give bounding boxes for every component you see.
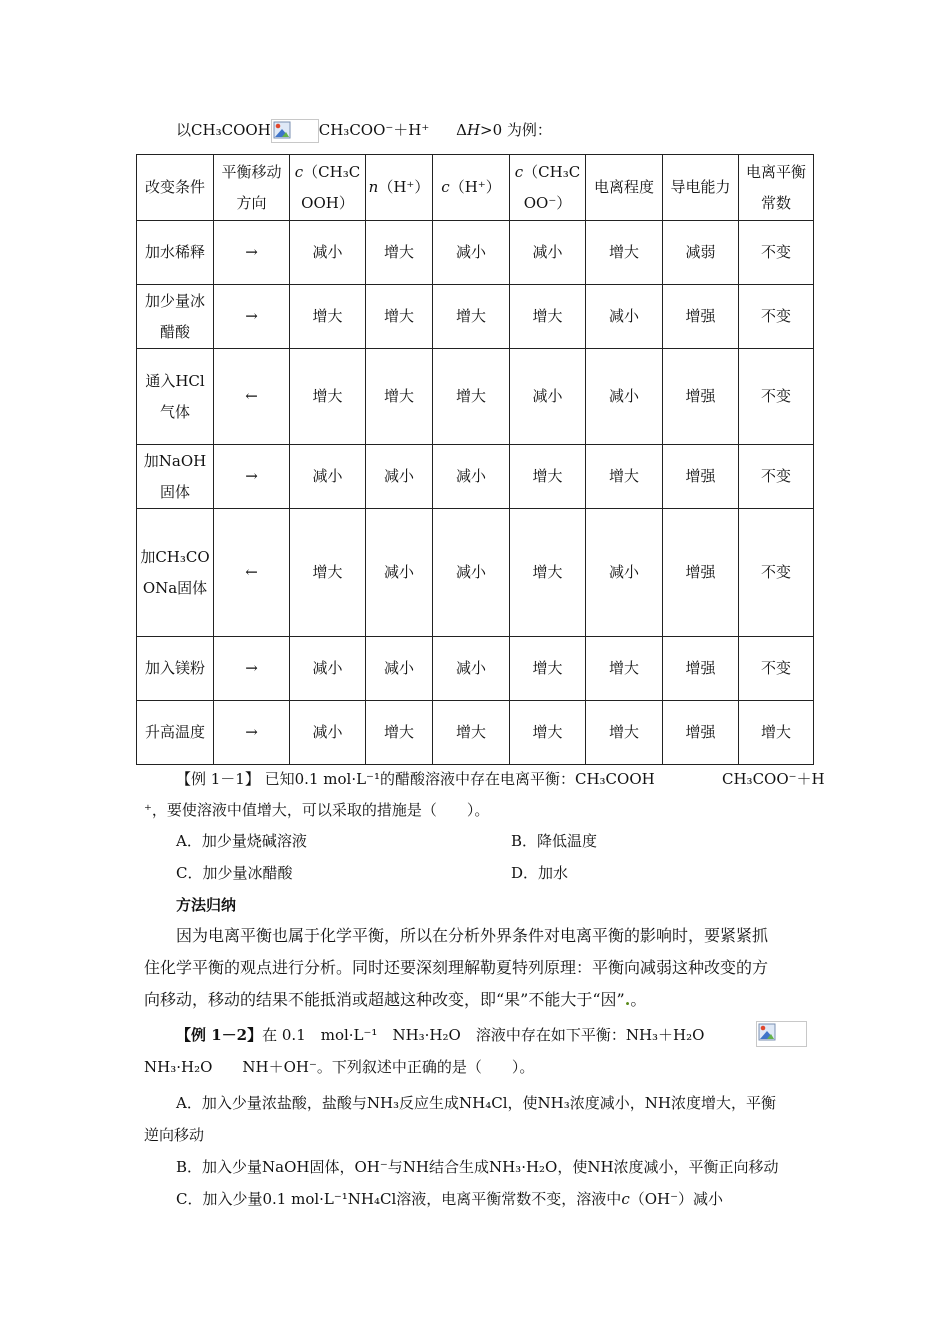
table-cell: 减小 bbox=[290, 445, 366, 509]
table-cell: 减小 bbox=[290, 701, 366, 765]
example1-label: 【例 1－1】 bbox=[176, 770, 260, 788]
table-row bbox=[137, 637, 814, 701]
table-row bbox=[137, 445, 814, 509]
example2-line1 bbox=[176, 1024, 704, 1046]
example2-option-a-line2: 逆向移动 bbox=[144, 1126, 205, 1144]
example2-line2: NH₃·H₂O NH＋OH⁻。下列叙述中正确的是（ ）。 bbox=[144, 1058, 535, 1076]
example1-option-a: A．加少量烧碱溶液 bbox=[176, 832, 307, 850]
header-cell: 改变条件 bbox=[137, 155, 214, 221]
intro-delta: Δ bbox=[456, 121, 467, 139]
table-cell: 加少量冰醋酸 bbox=[137, 285, 214, 349]
table-cell: 增强 bbox=[663, 445, 739, 509]
intro-ch3cooh: CH₃COOH bbox=[191, 121, 271, 139]
method-title: 方法归纳 bbox=[176, 896, 237, 914]
method-line2: 住化学平衡的观点进行分析。同时还要深刻理解勒夏特列原理：平衡向减弱这种改变的方 bbox=[144, 958, 769, 977]
header-cell: c（CH₃COOH） bbox=[290, 155, 366, 221]
table-cell: 增强 bbox=[663, 509, 739, 637]
intro-enthalpy-rest: >0 为例： bbox=[480, 121, 552, 139]
intro-line bbox=[176, 119, 552, 143]
table-cell: 不变 bbox=[739, 637, 814, 701]
intro-prefix: 以 bbox=[176, 121, 192, 139]
table-cell: 增大 bbox=[586, 637, 663, 701]
example1-text: 已知0.1 mol·L⁻¹的醋酸溶液中存在电离平衡：CH₃COOH bbox=[264, 770, 655, 788]
method-line3 bbox=[144, 989, 646, 1011]
table-cell: 减小 bbox=[586, 349, 663, 445]
table-cell: 增大 bbox=[290, 349, 366, 445]
example1-option-c: C．加少量冰醋酸 bbox=[176, 864, 293, 882]
header-cell: c（CH₃COO⁻） bbox=[510, 155, 586, 221]
example2-option-c-text: C．加入少量0.1 mol·L⁻¹NH₄Cl溶液，电离平衡常数不变，溶液中 bbox=[176, 1190, 622, 1208]
table-cell: 增大 bbox=[586, 221, 663, 285]
table-cell: 减小 bbox=[586, 509, 663, 637]
table-cell: → bbox=[214, 221, 290, 285]
table-row bbox=[137, 285, 814, 349]
table-cell: 减小 bbox=[433, 445, 510, 509]
intro-products: CH₃COO⁻＋H⁺ bbox=[318, 121, 430, 139]
header-cell: n（H⁺） bbox=[366, 155, 433, 221]
table-cell: → bbox=[214, 701, 290, 765]
table-cell: 减弱 bbox=[663, 221, 739, 285]
table-row bbox=[137, 509, 814, 637]
table-cell: 减小 bbox=[290, 637, 366, 701]
table-cell: 加入镁粉 bbox=[137, 637, 214, 701]
table-cell: 增大 bbox=[739, 701, 814, 765]
example1-option-d: D．加水 bbox=[511, 864, 569, 882]
example2-text: 在 0.1 mol·L⁻¹ NH₃·H₂O 溶液中存在如下平衡：NH₃＋H₂O bbox=[262, 1026, 705, 1044]
table-row bbox=[137, 221, 814, 285]
table-row bbox=[137, 349, 814, 445]
ionization-equilibrium-table bbox=[136, 154, 814, 765]
table-cell: 减小 bbox=[433, 509, 510, 637]
table-cell: 不变 bbox=[739, 509, 814, 637]
example2-option-c bbox=[176, 1188, 723, 1210]
table-cell: 减小 bbox=[366, 637, 433, 701]
example1-line2: ⁺，要使溶液中值增大，可以采取的措施是（ ）。 bbox=[144, 801, 490, 819]
table-cell: 增大 bbox=[366, 221, 433, 285]
table-cell: 加水稀释 bbox=[137, 221, 214, 285]
table-cell: 加NaOH固体 bbox=[137, 445, 214, 509]
table-cell: 增大 bbox=[586, 701, 663, 765]
table-cell: 增大 bbox=[366, 285, 433, 349]
table-cell: 增大 bbox=[510, 701, 586, 765]
example1-line1-right: CH₃COO⁻＋H bbox=[722, 770, 825, 788]
table-cell: 增强 bbox=[663, 637, 739, 701]
table-cell: ← bbox=[214, 509, 290, 637]
table-cell: 增大 bbox=[290, 509, 366, 637]
header-cell: 电离平衡常数 bbox=[739, 155, 814, 221]
method-line3-dot: . bbox=[624, 990, 631, 1009]
header-cell: 电离程度 bbox=[586, 155, 663, 221]
table-cell: 减小 bbox=[290, 221, 366, 285]
table-cell: 增大 bbox=[433, 285, 510, 349]
example2-option-a-line1: A．加入少量浓盐酸，盐酸与NH₃反应生成NH₄Cl，使NH₃浓度减小，NH浓度增大，平衡 bbox=[176, 1094, 776, 1112]
broken-image-icon bbox=[756, 1021, 807, 1047]
method-line3-end: 。 bbox=[630, 990, 647, 1009]
table-cell: 增强 bbox=[663, 349, 739, 445]
table-cell: → bbox=[214, 637, 290, 701]
table-cell: 增大 bbox=[510, 637, 586, 701]
table-cell: 减小 bbox=[433, 637, 510, 701]
example2-option-b: B．加入少量NaOH固体，OH⁻与NH结合生成NH₃·H₂O，使NH浓度减小，平衡正向移动 bbox=[176, 1158, 779, 1176]
example1-option-b: B．降低温度 bbox=[511, 832, 598, 850]
table-cell: 增大 bbox=[433, 701, 510, 765]
table-cell: 增大 bbox=[510, 445, 586, 509]
table-cell: 增大 bbox=[586, 445, 663, 509]
table-cell: 增强 bbox=[663, 701, 739, 765]
table-cell: 增大 bbox=[366, 349, 433, 445]
table-cell: ← bbox=[214, 349, 290, 445]
header-cell: c（H⁺） bbox=[433, 155, 510, 221]
table-cell: 增强 bbox=[663, 285, 739, 349]
example2-label: 【例 1－2】 bbox=[176, 1026, 263, 1044]
table-cell: 不变 bbox=[739, 221, 814, 285]
header-cell: 平衡移动方向 bbox=[214, 155, 290, 221]
intro-enthalpy-h: H bbox=[466, 121, 481, 139]
table-cell: 增大 bbox=[510, 509, 586, 637]
table-cell: → bbox=[214, 285, 290, 349]
table-cell: 升高温度 bbox=[137, 701, 214, 765]
table-cell: 增大 bbox=[510, 285, 586, 349]
example2-option-c-end: （OH⁻）减小 bbox=[629, 1190, 724, 1208]
table-cell: 不变 bbox=[739, 349, 814, 445]
table-cell: 减小 bbox=[366, 509, 433, 637]
broken-image-icon bbox=[271, 119, 319, 143]
example2-option-c-italic: c bbox=[621, 1190, 630, 1208]
table-cell: 减小 bbox=[510, 349, 586, 445]
table-header-row bbox=[137, 155, 814, 221]
example1-line1 bbox=[176, 768, 655, 790]
method-line3-text: 向移动，移动的结果不能抵消或超越这种改变，即“果”不能大于“因” bbox=[144, 990, 625, 1009]
method-line1: 因为电离平衡也属于化学平衡，所以在分析外界条件对电离平衡的影响时，要紧紧抓 bbox=[176, 926, 769, 945]
table-cell: 减小 bbox=[366, 445, 433, 509]
table-cell: 增大 bbox=[433, 349, 510, 445]
table-cell: 减小 bbox=[510, 221, 586, 285]
table-cell: 减小 bbox=[433, 221, 510, 285]
header-cell: 导电能力 bbox=[663, 155, 739, 221]
table-cell: 增大 bbox=[290, 285, 366, 349]
table-row bbox=[137, 701, 814, 765]
table-cell: 增大 bbox=[366, 701, 433, 765]
table-cell: 不变 bbox=[739, 285, 814, 349]
table-cell: 加CH₃COONa固体 bbox=[137, 509, 214, 637]
table-cell: 不变 bbox=[739, 445, 814, 509]
table-cell: 减小 bbox=[586, 285, 663, 349]
table-cell: → bbox=[214, 445, 290, 509]
table-cell: 通入HCl气体 bbox=[137, 349, 214, 445]
